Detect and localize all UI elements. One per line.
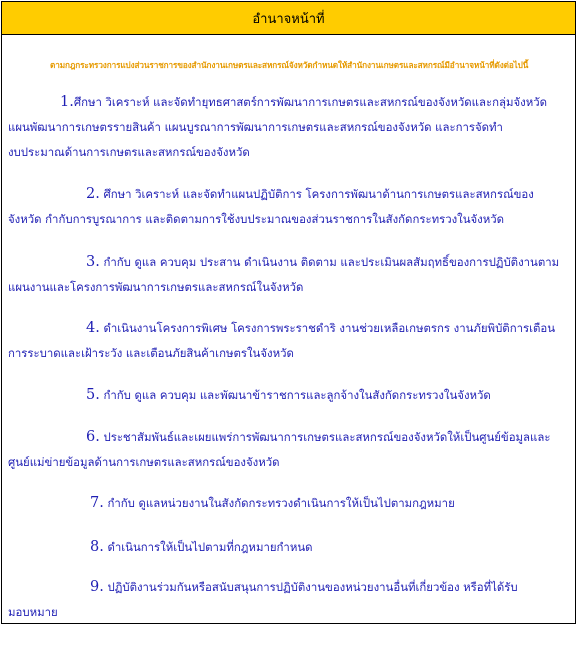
- duty-item-4-line-1: [8, 316, 568, 341]
- duty-item-3-line-1: [8, 250, 568, 275]
- duty-item-8-line-1: [8, 535, 568, 560]
- duty-item-4: [8, 316, 568, 366]
- duty-item-8: [8, 535, 568, 560]
- duty-item-1-line-1: [8, 90, 568, 115]
- duty-item-1-line-2: แผนพัฒนาการเกษตรรายสินค้า แผนบูรณาการพัฒนาการเกษตรและสหกรณ์ของจังหวัด และการจัดทำ: [8, 120, 503, 134]
- duty-item-6-line-1: [8, 425, 568, 450]
- duty-item-9-line-1: [8, 575, 568, 600]
- duty-number: 9.: [90, 579, 104, 595]
- duty-item-5-line-1: [8, 383, 568, 408]
- duty-item-6-line-2: ศูนย์แม่ข่ายข้อมูลด้านการเกษตรและสหกรณ์ของจังหวัด: [8, 455, 280, 469]
- duty-number: 4.: [86, 320, 100, 336]
- duty-number: 3.: [86, 254, 100, 270]
- duty-text: ปฏิบัติงานร่วมกันหรือสนับสนุนการปฏิบัติงานของหน่วยงานอื่นที่เกี่ยวข้อง หรือที่ได้รับ: [107, 580, 518, 594]
- duty-text: กำกับ ดูแล ควบคุม ประสาน ดำเนินงาน ติดตาม และประเมินผลสัมฤทธิ์ของการปฏิบัติงานตาม: [103, 255, 560, 269]
- duty-text: ดำเนินการให้เป็นไปตามที่กฎหมายกำหนด: [107, 540, 313, 554]
- duty-item-2-line-2: จังหวัด กำกับการบูรณาการ และติดตามการใช้งบประมาณของส่วนราชการในสังกัดกระทรวงในจังหวัด: [8, 212, 505, 226]
- duty-item-2-line-1: [8, 182, 568, 207]
- duty-item-7-line-1: [8, 491, 568, 516]
- duty-item-9-line-2: มอบหมาย: [8, 605, 58, 619]
- duty-number: 6.: [86, 429, 100, 445]
- duty-number: 7.: [90, 495, 104, 511]
- duty-number: 1.: [60, 94, 74, 110]
- duty-item-4-line-2: การระบาดและเฝ้าระวัง และเตือนภัยสินค้าเกษตรในจังหวัด: [8, 346, 294, 360]
- duty-item-1: [8, 90, 568, 165]
- duty-item-9: [8, 575, 568, 625]
- duty-number: 8.: [90, 539, 104, 555]
- duty-item-3: [8, 250, 568, 300]
- page-title: อำนาจหน้าที่: [2, 2, 575, 35]
- duty-number: 5.: [86, 387, 100, 403]
- duty-item-5: [8, 383, 568, 408]
- duty-text: ดำเนินงานโครงการพิเศษ โครงการพระราชดำริ งานช่วยเหลือเกษตรกร งานภัยพิบัติการเตือน: [103, 321, 556, 335]
- duty-item-3-line-2: แผนงานและโครงการพัฒนาการเกษตรและสหกรณ์ในจังหวัด: [8, 280, 304, 294]
- duty-text: กำกับ ดูแลหน่วยงานในสังกัดกระทรวงดำเนินการให้เป็นไปตามกฎหมาย: [107, 496, 455, 510]
- subtitle: ตามกฎกระทรวงการแบ่งส่วนราชการของสำนักงานเกษตรและสหกรณ์จังหวัดกำหนดให้สำนักงานเกษตรและสหกรณ์มีอำนาจหน้าที่ดังต่อไปนี้: [50, 60, 529, 70]
- duty-item-1-line-3: งบประมาณด้านการเกษตรและสหกรณ์ของจังหวัด: [8, 145, 250, 159]
- duty-number: 2.: [86, 186, 100, 202]
- duty-item-6: [8, 425, 568, 475]
- duty-text: กำกับ ดูแล ควบคุม และพัฒนาข้าราชการและลูกจ้างในสังกัดกระทรวงในจังหวัด: [103, 388, 491, 402]
- duty-text: ศึกษา วิเคราะห์ และจัดทำแผนปฏิบัติการ โครงการพัฒนาด้านการเกษตรและสหกรณ์ของ: [103, 187, 534, 201]
- content-frame: [1, 1, 576, 624]
- duty-item-2: [8, 182, 568, 232]
- duty-text: ประชาสัมพันธ์และเผยแพร่การพัฒนาการเกษตรและสหกรณ์ของจังหวัดให้เป็นศูนย์ข้อมูลและ: [103, 430, 551, 444]
- duty-text: ศึกษา วิเคราะห์ และจัดทำยุทธศาสตร์การพัฒนาการเกษตรและสหกรณ์ของจังหวัดและกลุ่มจังหวัด: [73, 95, 547, 109]
- duty-item-7: [8, 491, 568, 516]
